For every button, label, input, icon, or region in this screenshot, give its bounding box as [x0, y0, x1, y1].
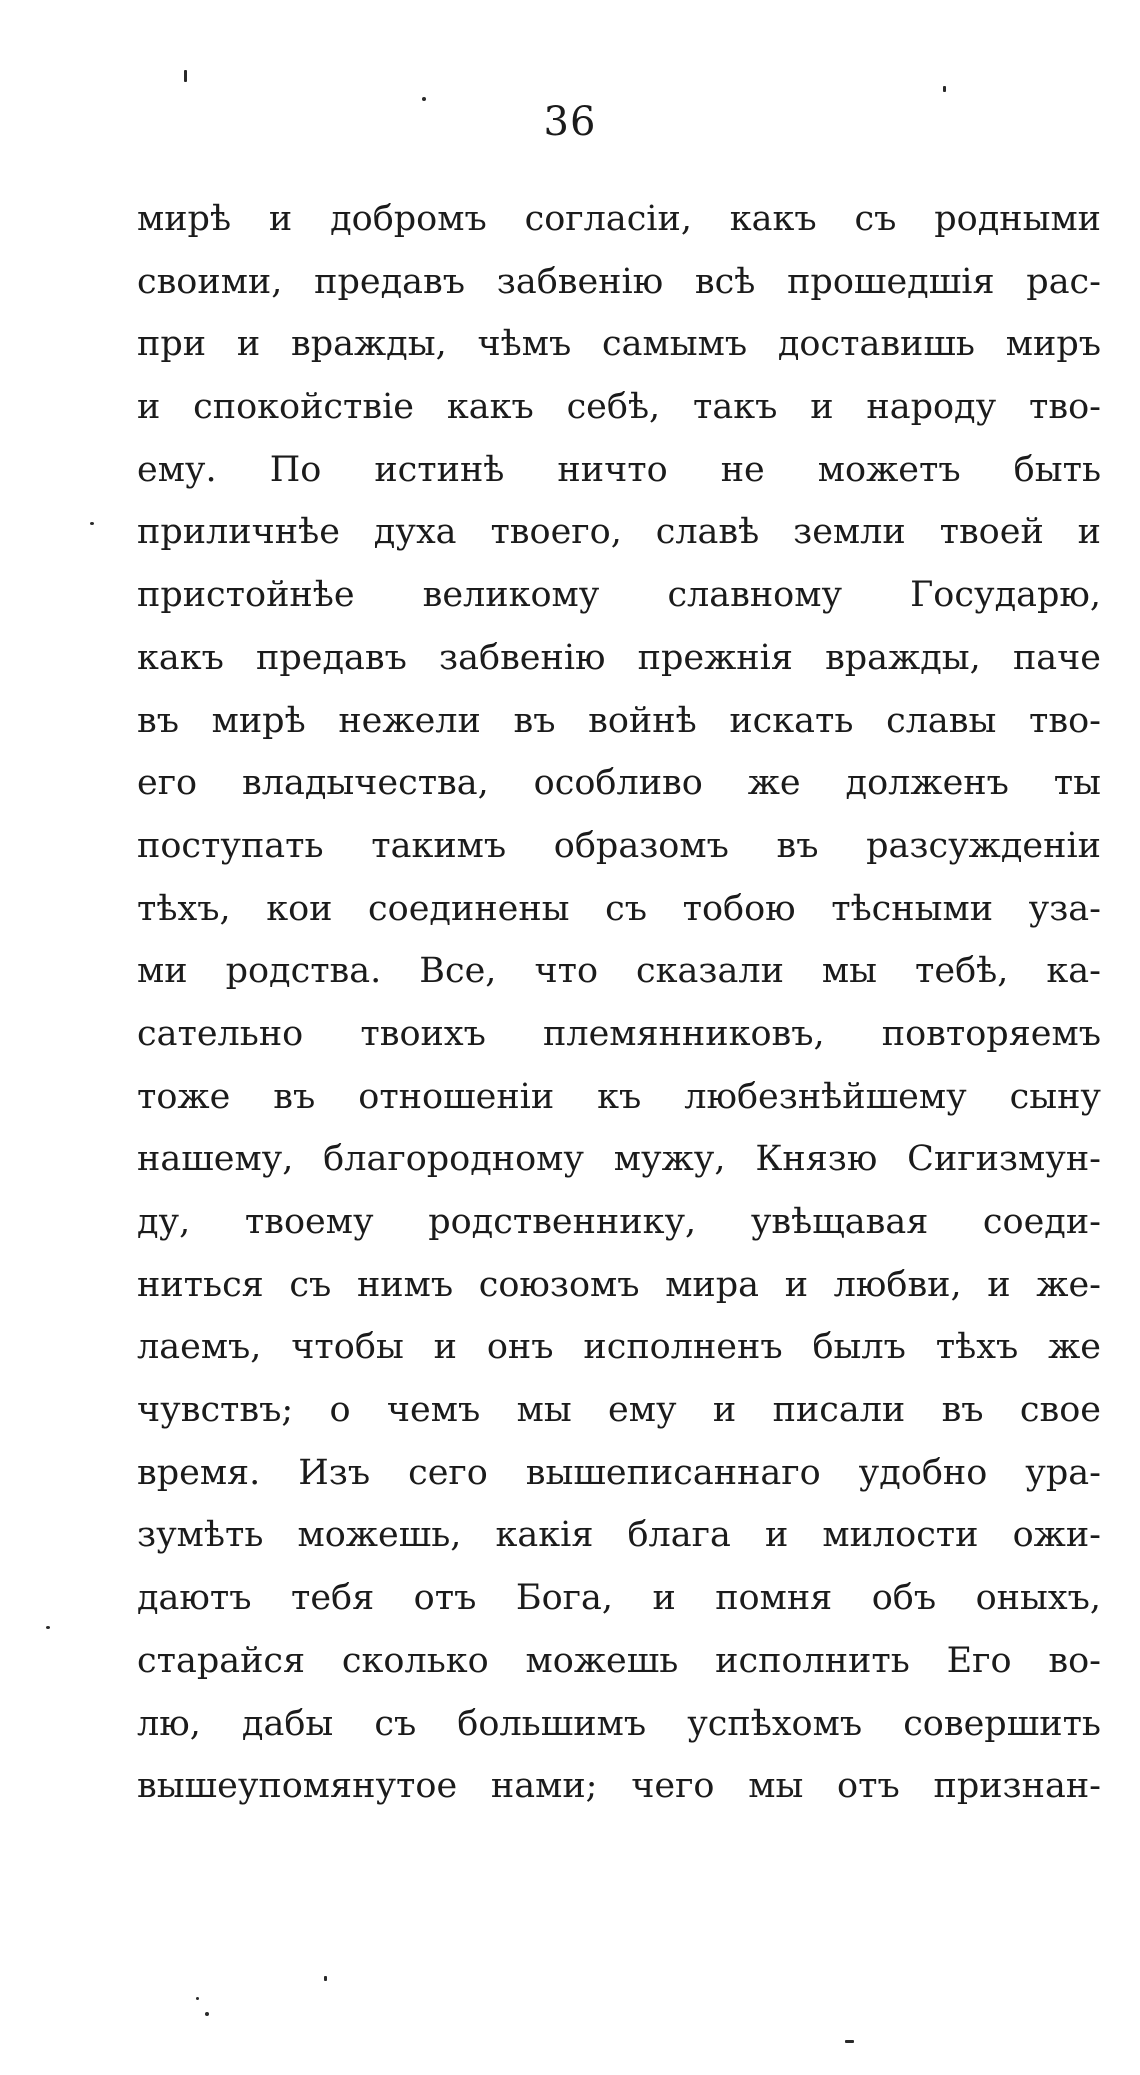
text-line: какъ предавъ забвенію прежнія вражды, паче [137, 637, 1101, 678]
text-line: пристойнѣе великому славному Государю, [137, 575, 1101, 616]
text-line: старайся сколько можешь исполнить Его во- [137, 1640, 1101, 1681]
text-line: ему. По истинѣ ничто не можетъ быть [137, 449, 1101, 490]
scan-speck [46, 1626, 50, 1629]
text-line: даютъ тебя отъ Бога, и помня объ оныхъ, [137, 1578, 1101, 1619]
text-line: чувствъ; о чемъ мы ему и писали въ свое [137, 1390, 1101, 1431]
scan-speck [184, 70, 187, 82]
text-line: и спокойствіе какъ себѣ, такъ и народу тво- [137, 387, 1101, 428]
scan-speck [422, 97, 426, 101]
scan-speck [196, 1997, 199, 2000]
text-line: вышеупомянутое нами; чего мы отъ признан- [137, 1766, 1101, 1807]
text-line: лаемъ, чтобы и онъ исполненъ былъ тѣхъ же [137, 1327, 1101, 1368]
body-text [137, 188, 1101, 1818]
scan-speck [324, 1976, 327, 1981]
text-line: сательно твоихъ племянниковъ, повторяемъ [137, 1013, 1101, 1054]
text-line: ми родства. Все, что сказали мы тебѣ, ка- [137, 951, 1101, 992]
text-line: нашему, благородному мужу, Князю Сигизмун- [137, 1139, 1101, 1180]
text-line: время. Изъ сего вышеписаннаго удобно ура- [137, 1452, 1101, 1493]
scan-speck [90, 522, 94, 525]
text-line: своими, предавъ забвенію всѣ прошедшія рас- [137, 261, 1101, 302]
text-line: его владычества, особливо же долженъ ты [137, 763, 1101, 804]
text-line: тѣхъ, кои соединены съ тобою тѣсными уза- [137, 888, 1101, 929]
scan-speck [205, 2012, 209, 2016]
text-line: мирѣ и добромъ согласіи, какъ съ родными [137, 199, 1101, 239]
text-line: поступать такимъ образомъ въ разсужденіи [137, 825, 1101, 866]
text-line: приличнѣе духа твоего, славѣ земли твоей и [137, 512, 1101, 553]
scan-speck [943, 86, 946, 92]
text-line: тоже въ отношеніи къ любезнѣйшему сыну [137, 1076, 1101, 1117]
text-line: въ мирѣ нежели въ войнѣ искать славы тво- [137, 700, 1101, 741]
text-line: при и вражды, чѣмъ самымъ доставишь миръ [137, 324, 1101, 365]
text-line: ду, твоему родственнику, увѣщавая соеди- [137, 1202, 1101, 1242]
text-line: лю, дабы съ большимъ успѣхомъ совершить [137, 1703, 1101, 1744]
text-line: ниться съ нимъ союзомъ мира и любви, и же- [137, 1264, 1101, 1305]
page-number: 36 [543, 99, 597, 145]
text-line: зумѣть можешь, какія блага и милости ожи- [137, 1515, 1101, 1556]
scan-speck [845, 2040, 854, 2043]
